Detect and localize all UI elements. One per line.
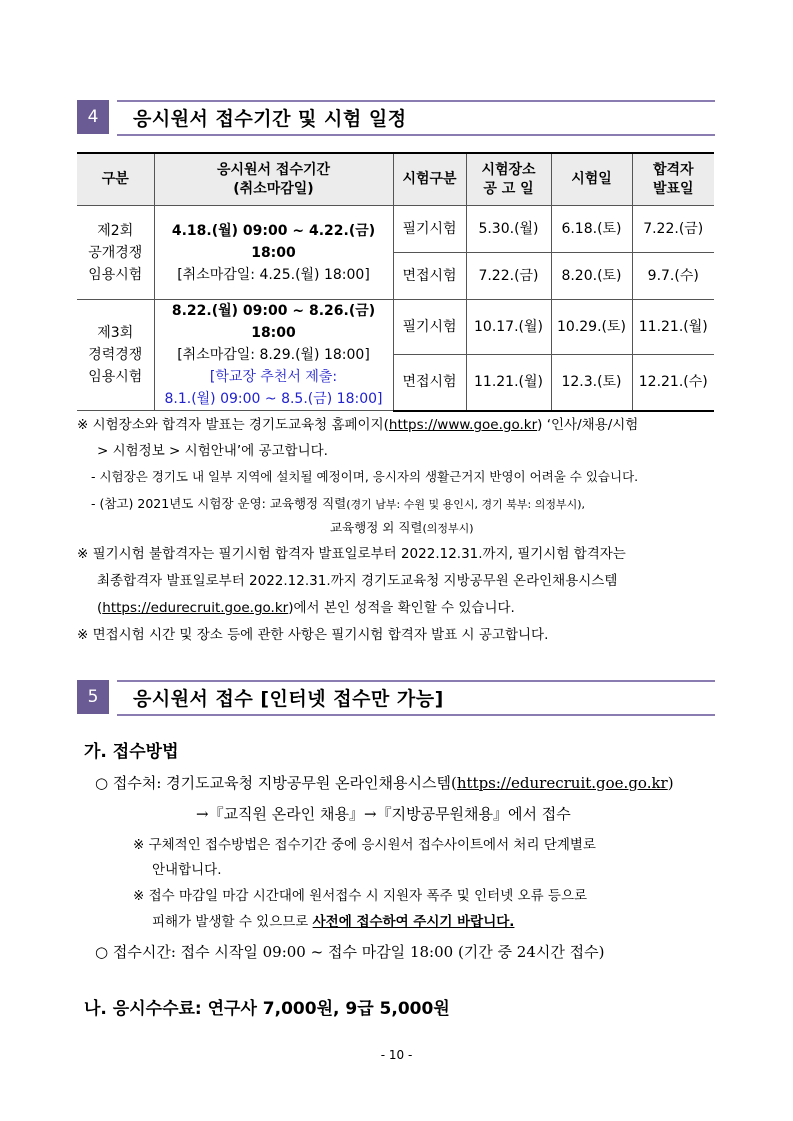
note-score-check: ※ 필기시험 불합격자는 필기시험 합격자 발표일로부터 2022.12.31.까지, 필기시험 합격자는: [77, 546, 626, 562]
note-venue: ※ 시험장소와 합격자 발표는 경기도교육청 홈페이지(https://www.goe.go.kr) ‘인사/채용/시험: [77, 417, 639, 433]
divider: [117, 134, 715, 136]
period-recommend-dates: 8.1.(월) 09:00 ~ 8.5.(금) 18:00]: [164, 391, 383, 407]
header-exam-date: 시험일: [551, 153, 632, 206]
row-category: 제3회 경력경쟁 임용시험: [77, 300, 154, 411]
period-main: 4.18.(월) 09:00 ~ 4.22.(금) 18:00: [171, 222, 376, 261]
row-period: [154, 300, 393, 411]
note-score-check-cont: 최종합격자 발표일로부터 2022.12.31.까지 경기도교육청 지방공무원 온라인채용시스템: [97, 573, 618, 589]
divider: [117, 100, 715, 102]
header-exam-type: 시험구분: [393, 153, 466, 206]
header-category: 구분: [77, 153, 154, 206]
result-date: 11.21.(월): [632, 300, 714, 355]
header-notice-date: 시험장소 공 고 일: [466, 153, 551, 206]
exam-type: 필기시험: [393, 300, 466, 355]
result-date: 12.21.(수): [632, 354, 714, 410]
table-row: [77, 206, 714, 253]
receipt-note-1: ※ 구체적인 접수방법은 접수기간 중에 응시원서 접수사이트에서 처리 단계별로: [133, 837, 596, 853]
notice-date: 7.22.(금): [466, 253, 551, 300]
exam-type: 필기시험: [393, 206, 466, 253]
section-number: 5: [77, 680, 109, 714]
section-4-header: [77, 100, 715, 138]
edurecruit-link[interactable]: https://edurecruit.goe.go.kr: [102, 600, 289, 616]
receipt-note-2-cont: 피해가 발생할 수 있으므로 사전에 접수하여 주시기 바랍니다.: [152, 914, 515, 930]
notice-date: 10.17.(월): [466, 300, 551, 355]
goe-homepage-link[interactable]: https://www.goe.go.kr: [388, 417, 538, 433]
note-reference: - (참고) 2021년도 시험장 운영: 교육행정 직렬(경기 남부: 수원 및 용인시, 경기 북부: 의정부시),: [91, 496, 585, 511]
note-score-check-cont2: (https://edurecruit.goe.go.kr)에서 본인 성적을 확인할 수 있습니다.: [97, 600, 515, 616]
subsection-heading: 가. 접수방법: [84, 742, 179, 762]
note-venue-cont: > 시험정보 > 시험안내’에 공고합니다.: [97, 443, 328, 459]
notice-date: 5.30.(월): [466, 206, 551, 253]
exam-date: 10.29.(토): [551, 300, 632, 355]
receipt-path-line: →『교직원 온라인 채용』→『지방공무원채용』에서 접수: [196, 805, 571, 823]
receipt-note-1-cont: 안내합니다.: [152, 862, 222, 878]
section-number: 4: [77, 100, 109, 134]
period-cancel: [취소마감일: 4.25.(월) 18:00]: [177, 266, 370, 283]
section-title: 응시원서 접수기간 및 시험 일정: [133, 108, 407, 130]
receipt-site-line: ○ 접수처: 경기도교육청 지방공무원 온라인채용시스템(https://edurecruit.goe.go.kr): [95, 774, 674, 792]
page-number: - 10 -: [380, 1048, 413, 1062]
exam-date: 8.20.(토): [551, 253, 632, 300]
result-date: 9.7.(수): [632, 253, 714, 300]
fee-heading: 나. 응시수수료: 연구사 7,000원, 9급 5,000원: [84, 999, 450, 1019]
exam-date: 12.3.(토): [551, 354, 632, 410]
table-row: [77, 300, 714, 355]
period-cancel: [취소마감일: 8.29.(월) 18:00]: [177, 347, 370, 363]
note-reference-cont: 교육행정 외 직렬(의정부시): [330, 520, 474, 535]
header-result-date: 합격자 발표일: [632, 153, 714, 206]
receipt-note-2: ※ 접수 마감일 마감 시간대에 원서접수 시 지원자 폭주 및 인터넷 오류 등으로: [133, 888, 588, 904]
exam-type: 면접시험: [393, 354, 466, 410]
period-main: 8.22.(월) 09:00 ~ 8.26.(금) 18:00: [171, 303, 376, 341]
note-interview: ※ 면접시험 시간 및 장소 등에 관한 사항은 필기시험 합격자 발표 시 공고합니다.: [77, 627, 549, 643]
edurecruit-link[interactable]: https://edurecruit.goe.go.kr: [456, 774, 668, 792]
period-recommend: [학교장 추천서 제출:: [209, 369, 338, 385]
receipt-time-line: ○ 접수시간: 접수 시작일 09:00 ~ 접수 마감일 18:00 (기간 중 24시간 접수): [95, 943, 605, 961]
table-header-row: [77, 153, 714, 206]
divider: [117, 714, 715, 716]
divider: [117, 680, 715, 682]
result-date: 7.22.(금): [632, 206, 714, 253]
section-title: 응시원서 접수 [인터넷 접수만 가능]: [133, 688, 444, 710]
note-venue-location: - 시험장은 경기도 내 일부 지역에 설치될 예정이며, 응시자의 생활근거지 반영이 어려울 수 있습니다.: [91, 469, 639, 484]
section-5-header: [77, 680, 715, 718]
schedule-table: [77, 152, 714, 412]
row-category: 제2회 공개경쟁 임용시험: [77, 206, 154, 300]
emphasis-text: 사전에 접수하여 주시기 바랍니다.: [312, 914, 515, 930]
exam-date: 6.18.(토): [551, 206, 632, 253]
notice-date: 11.21.(월): [466, 354, 551, 410]
header-period: 응시원서 접수기간 (취소마감일): [154, 153, 393, 206]
exam-type: 면접시험: [393, 253, 466, 300]
row-period: [154, 206, 393, 300]
